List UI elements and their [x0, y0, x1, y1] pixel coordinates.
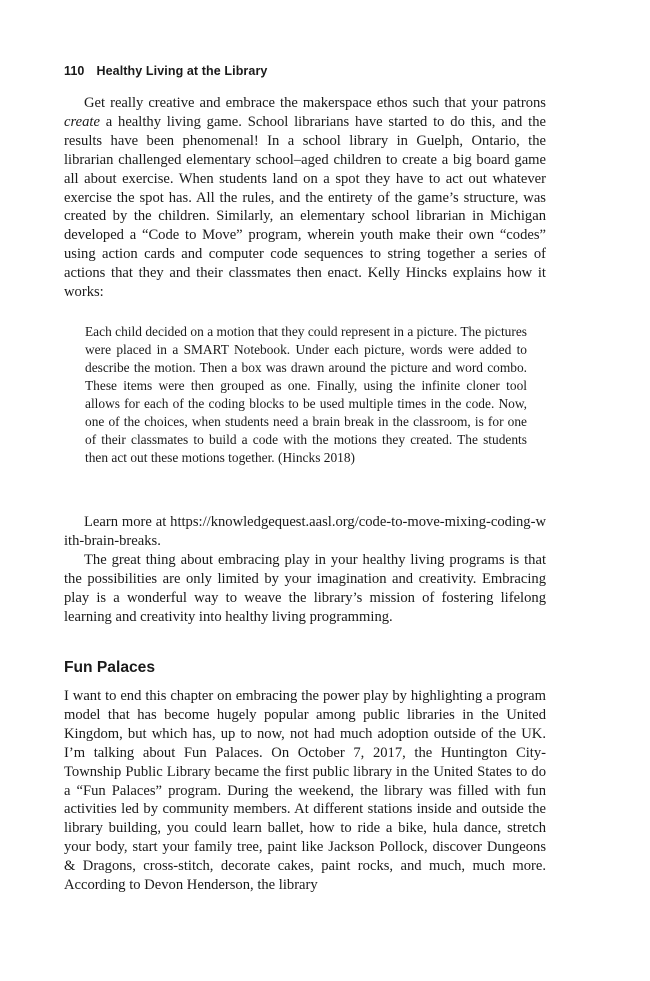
paragraph-embracing-play: The great thing about embracing play in your healthy living programs is that the possibilities are only limited by your imagination and creativity. Embracing play is a wonderful way to weave the library’s mission of fostering lifelong learning and creativity into healthy living programming. — [64, 551, 546, 625]
page-number: 110 — [64, 64, 85, 78]
running-head — [64, 64, 267, 78]
paragraph-learn-more: Learn more at https://knowledgequest.aasl.org/code-to-move-mixing-coding-with-brain-breaks. — [64, 514, 546, 549]
paragraph-fun-palaces: I want to end this chapter on embracing the power play by highlighting a program model that has become hugely popular among public libraries in the United Kingdom, but which has, up to now, not had much adoption outside of the UK. I’m talking about Fun Palaces. On October 7, 2017, the Huntington City-Township Public Library became the first public library in the United States to do a “Fun Palaces” program. During the weekend, the library was filled with fun activities led by community members. At different stations inside and outside the library building, you could learn ballet, how to ride a bike, hula dance, stretch your body, start your family tree, paint like Jackson Pollock, discover Dungeons & Dragons, cross-stitch, decorate cakes, paint rocks, and much, much more. According to Devon Henderson, the library — [64, 688, 546, 894]
block-quote-text: Each child decided on a motion that they could represent in a picture. The pictures were placed in a SMART Notebook. Under each picture, words were added to describe the motion. Then a box was drawn around the picture and word combo. These items were then grouped as one. Finally, using the infinite cloner tool allows for each of the coding blocks to be used multiple times in the code. Now, one of the choices, when students need a brain break in the classroom, is for one of their classmates to build a code with the motions they created. The students then act out these motions together. (Hincks 2018) — [85, 324, 527, 465]
closing-paragraphs-block — [64, 513, 546, 626]
running-head-title: Healthy Living at the Library — [96, 64, 268, 78]
opening-paragraph-block — [64, 94, 546, 302]
block-quote — [85, 323, 527, 467]
section-heading: Fun Palaces — [64, 659, 156, 676]
paragraph-makerspace-game — [64, 94, 546, 302]
emphasized-word: create — [64, 113, 100, 130]
paragraph-text: Get really creative and embrace the makerspace ethos such that your patrons — [84, 95, 546, 111]
paragraph-text: a healthy living game. School librarians have started to do this, and the results have been phenomenal! In a school library in Guelph, Ontario, the librarian challenged elementary school–aged children to create a big board game all about exercise. When students land on a spot they have to act out whatever exercise the spot has. All the rules, and the entirety of the game’s structure, was created by the children. Similarly, an elementary school librarian in Michigan developed a “Code to Move” program, wherein youth make their own “codes” using action cards and computer code sequences to string together a series of actions that they and their classmates then enact. Kelly Hincks explains how it works: — [64, 113, 546, 301]
fun-palaces-paragraph-block — [64, 687, 546, 895]
